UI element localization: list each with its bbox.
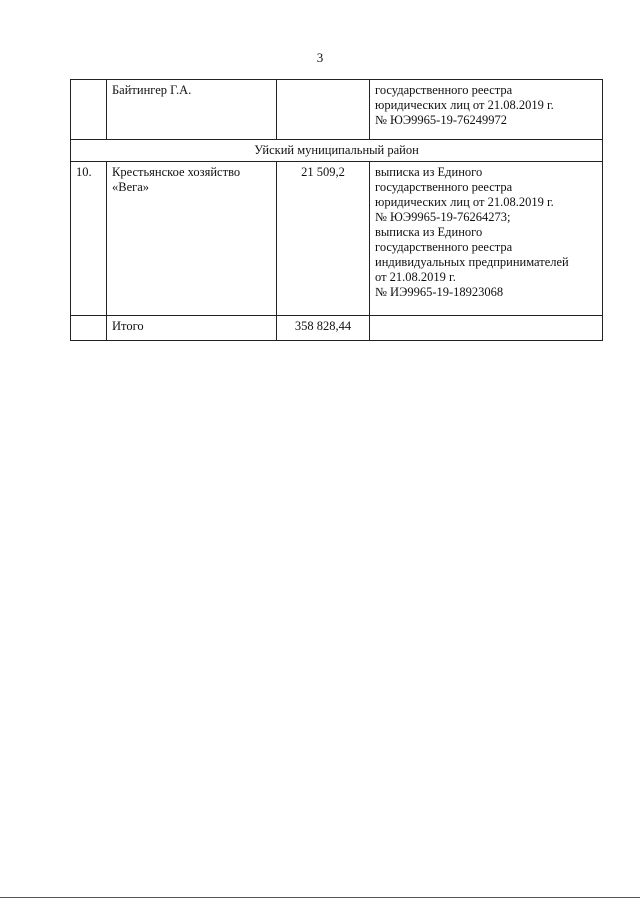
- row-number-cell: [71, 80, 107, 140]
- amount-cell: 21 509,2: [277, 162, 370, 316]
- document-line: № ИЭ9965-19-18923068: [375, 285, 504, 299]
- document-line: выписка из Единого: [375, 225, 483, 239]
- total-number-cell: [71, 316, 107, 341]
- document-line: № ЮЭ9965-19-76264273;: [375, 210, 511, 224]
- district-header-row: [71, 140, 603, 162]
- document-line: государственного реестра: [375, 83, 513, 97]
- document-line: № ЮЭ9965-19-76249972: [375, 113, 507, 127]
- document-line: государственного реестра: [375, 180, 513, 194]
- entity-name-cell: Байтингер Г.А.: [107, 80, 277, 140]
- document-line: от 21.08.2019 г.: [375, 270, 456, 284]
- total-row: [71, 316, 603, 341]
- district-header: Уйский муниципальный район: [71, 140, 603, 162]
- page-number: 3: [316, 50, 324, 65]
- document-line: юридических лиц от 21.08.2019 г.: [375, 195, 554, 209]
- document-line: выписка из Единого: [375, 165, 483, 179]
- entity-name-line: «Вега»: [112, 180, 150, 194]
- total-document-cell: [370, 316, 603, 341]
- document-line: юридических лиц от 21.08.2019 г.: [375, 98, 554, 112]
- document-line: индивидуальных предпринимателей: [375, 255, 569, 269]
- amount-cell: [277, 80, 370, 140]
- document-cell: [370, 80, 603, 140]
- row-number-cell: 10.: [71, 162, 107, 316]
- table-row: [71, 80, 603, 140]
- document-cell: [370, 162, 603, 316]
- entity-name-cell: [107, 162, 277, 316]
- bottom-scan-edge: [0, 897, 640, 898]
- entity-name-line: Крестьянское хозяйство: [112, 165, 241, 179]
- document-line: государственного реестра: [375, 240, 513, 254]
- document-table: [70, 79, 603, 341]
- total-label: Итого: [107, 316, 277, 341]
- table-row: [71, 162, 603, 316]
- total-amount: 358 828,44: [277, 316, 370, 341]
